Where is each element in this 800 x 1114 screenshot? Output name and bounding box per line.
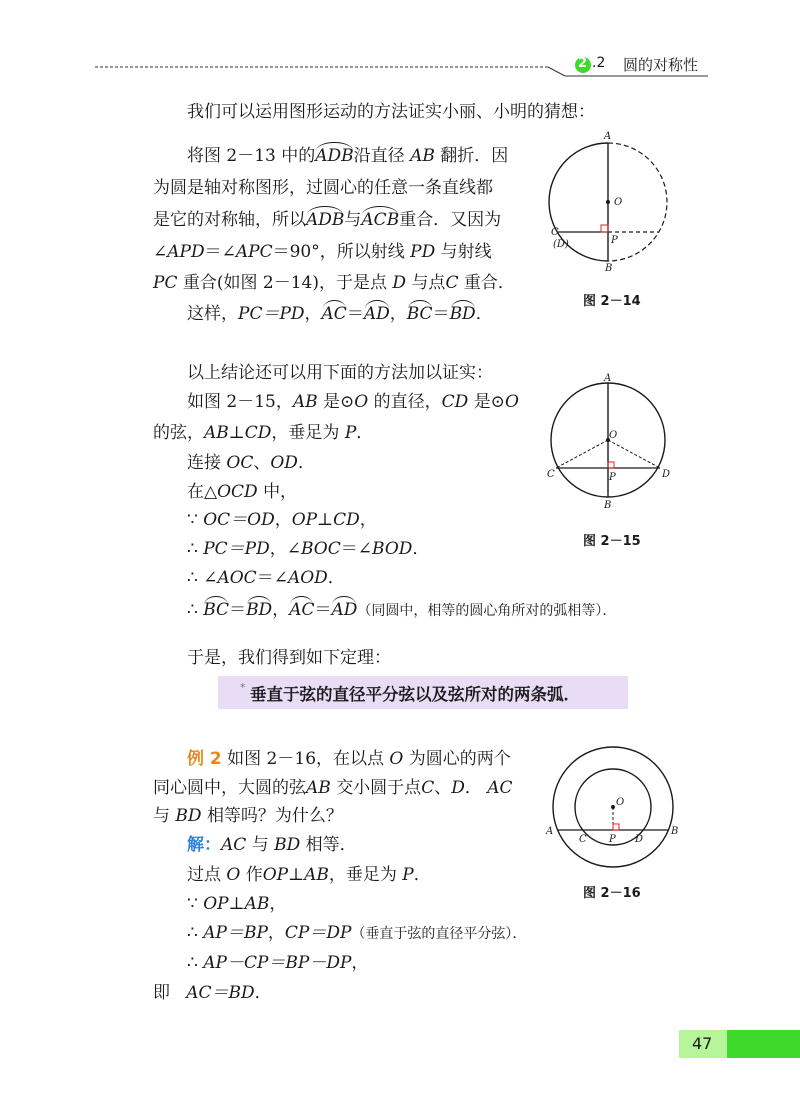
caption-fig16: 图 2－16 [583,886,641,901]
segment-OC [556,440,608,468]
s2-line8: ∴ ∠AOC＝∠AOD． [187,568,345,588]
label-O: O [614,197,623,208]
arc-AC: AC [321,304,347,324]
label-B: B [605,263,613,274]
label-P: P [609,472,616,483]
label-D: (D) [553,239,569,250]
s2-line9: ∴ BC＝BD，AC＝AD（同圆中，相等的圆心角所对的弧相等）． [187,600,617,620]
arc-AD: AD [331,600,358,620]
s1-line3: 是它的对称轴，所以ADB与ACB重合．又因为 [153,210,502,230]
label-B: B [671,826,679,837]
label-C: C [579,834,587,845]
section-number: 2 [578,56,588,71]
ex-line3: 与 BD 相等吗？为什么？ [153,806,343,826]
label-A: A [546,826,554,837]
center-O [611,805,615,809]
label-O: O [616,797,625,808]
ex-line4: 解：AC 与 BD 相等． [187,835,357,855]
label-O: O [609,430,618,441]
figure-2-16 [543,743,683,875]
s3-line1: 于是，我们得到如下定理： [187,648,391,668]
center-O [606,200,610,204]
s2-line3: 的弦，AB⊥CD，垂足为 P． [153,423,374,443]
page-number-bar [727,1030,800,1058]
ex-line9: 即 AC＝BD． [153,983,272,1003]
s1-line5: PC 重合(如图 2－14)，于是点 D 与点C 重合． [153,273,515,293]
header-title: 圆的对称性 [623,56,699,74]
s1-line4: ∠APD＝∠APC＝90°，所以射线 PD 与射线 [153,242,492,262]
segment-OD [608,440,660,468]
theorem-mark: * [240,681,246,694]
intro-paragraph: 我们可以运用图形运动的方法证实小丽、小明的猜想： [187,102,595,122]
arc-BC: BC [203,600,230,620]
theorem-box [218,676,628,709]
label-B: B [604,500,612,511]
arc-ADB: ADB [315,146,354,166]
ex-line2: 同心圆中，大圆的弦AB 交小圆于点C、D． AC [153,778,513,798]
s2-line2: 如图 2－15，AB 是⊙O 的直径，CD 是⊙O [187,392,519,412]
caption-fig15: 图 2－15 [583,534,641,549]
s2-line6: ∵ OC＝OD，OP⊥CD， [187,510,377,530]
label-P: P [611,235,618,246]
ex-line8: ∴ AP－CP＝BP－DP， [187,953,369,973]
arc-BC: BC [406,304,433,324]
s2-line7: ∴ PC＝PD，∠BOC＝∠BOD． [187,539,430,559]
arc-AD: AD [363,304,390,324]
right-angle-mark [601,225,608,232]
arc-AC: AC [289,600,315,620]
s2-line5: 在△OCD 中， [187,482,298,502]
header-rule [0,0,800,90]
ex-line5: 过点 O 作OP⊥AB，垂足为 P． [187,865,431,885]
right-angle-mark [613,824,619,830]
label-D: D [635,834,644,845]
ex-line7: ∴ AP＝BP，CP＝DP（垂直于弦的直径平分弦）． [187,923,527,943]
label-A: A [604,131,612,142]
ex-line6: ∵ OP⊥AB， [187,894,287,914]
label-C: C [551,227,559,238]
ex-line1: 例 2 如图 2－16，在以点 O 为圆心的两个 [187,749,511,769]
s1-line1: 将图 2－13 中的ADB沿直径 AB 翻折．因 [187,146,509,166]
right-angle-mark [608,462,614,468]
s1-line6: 这样，PC＝PD，AC＝AD，BC＝BD． [187,304,493,324]
page-number: 47 [692,1034,713,1053]
s2-line4: 连接 OC、OD． [187,453,315,473]
figure-2-15 [545,372,675,512]
arc-BD: BD [449,304,476,324]
theorem-text: 垂直于弦的直径平分弦以及弦所对的两条弧． [250,685,580,704]
label-P: P [609,834,616,845]
section-number-rest: .2 [592,55,606,71]
label-C: C [547,469,555,480]
label-A: A [604,373,612,384]
figure-2-14 [548,128,678,278]
caption-fig14: 图 2－14 [583,294,641,309]
s1-line2: 为圆是轴对称图形，过圆心的任意一条直线都 [153,178,493,198]
solution-label: 解： [187,835,221,855]
example-label: 例 2 [187,749,222,769]
label-D: D [662,469,671,480]
s2-line1: 以上结论还可以用下面的方法加以证实： [187,363,493,383]
arc-ADB: ADB [306,210,345,230]
arc-BD: BD [246,600,273,620]
arc-ACB: ACB [361,210,400,230]
